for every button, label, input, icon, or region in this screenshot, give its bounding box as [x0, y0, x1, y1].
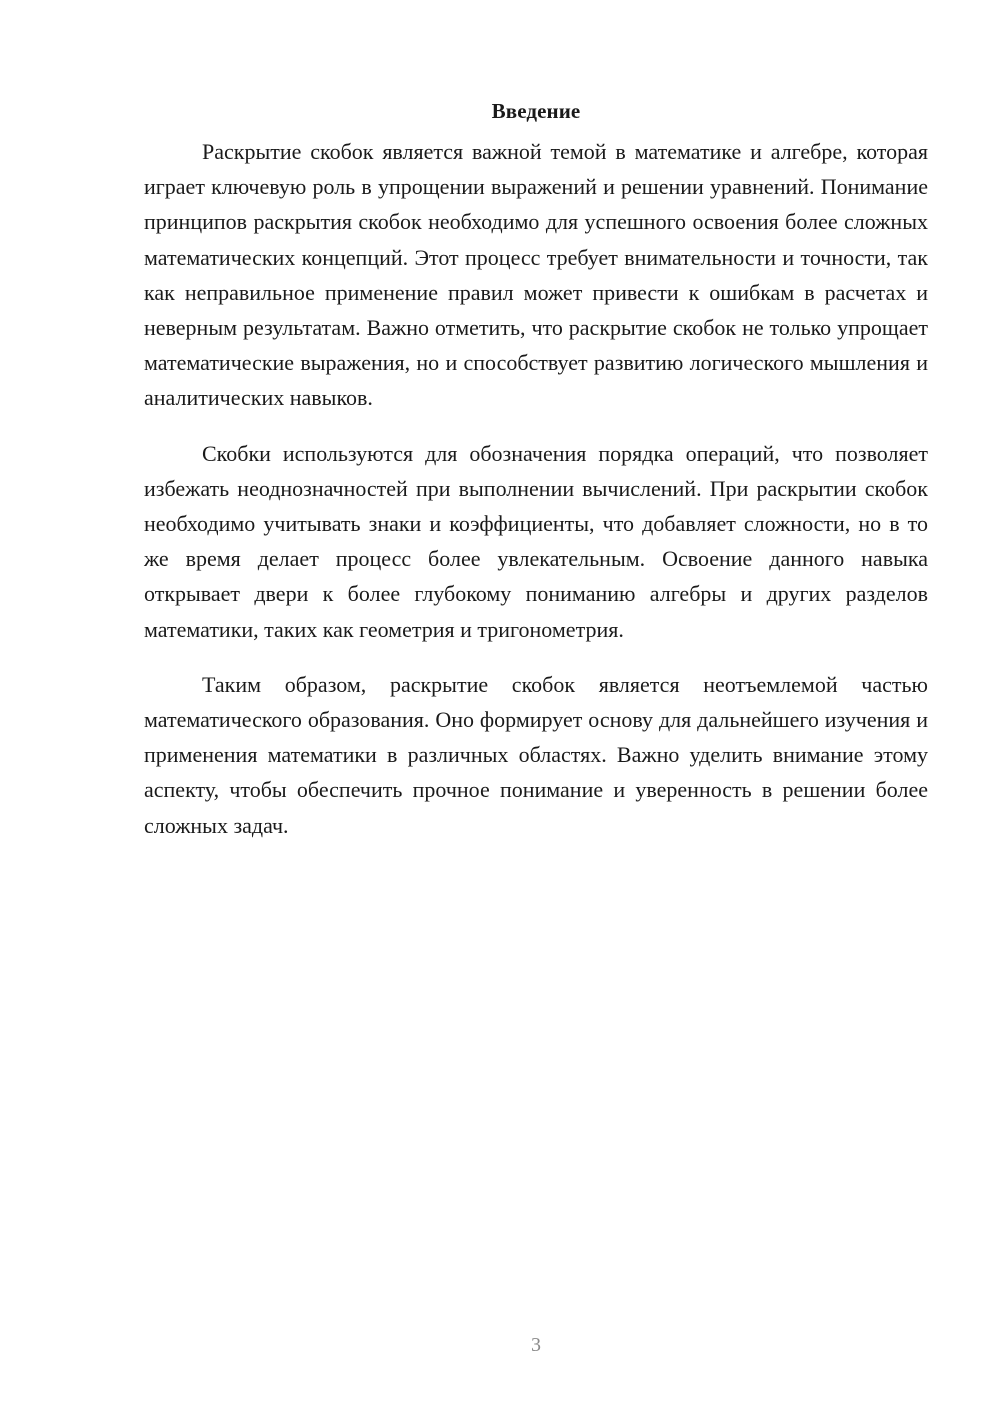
page-content	[144, 96, 928, 863]
paragraph-2: Скобки используются для обозначения порядка операций, что позволяет избежать неоднозначностей при выполнении вычислений. При раскрытии скобок необходимо учитывать знаки и коэффициенты, что добавляет сложности, но в то же время делает процесс более увлекательным. Освоение данного навыка открывает двери к более глубокому пониманию алгебры и других разделов математики, таких как геометрия и тригонометрия.	[144, 440, 928, 642]
section-heading: Введение	[491, 99, 581, 123]
page-number: 3	[531, 1334, 541, 1356]
paragraph-3: Таким образом, раскрытие скобок является неотъемлемой частью математического образования. Оно формирует основу для дальнейшего изучения и применения математики в различных областях. Важно уделить внимание этому аспекту, чтобы обеспечить прочное понимание и уверенность в решении более сложных задач.	[144, 671, 928, 838]
paragraph-1: Раскрытие скобок является важной темой в математике и алгебре, которая играет ключевую роль в упрощении выражений и решении уравнений. Понимание принципов раскрытия скобок необходимо для успешного освоения более сложных математических концепций. Этот процесс требует внимательности и точности, так как неправильное применение правил может привести к ошибкам в расчетах и неверным результатам. Важно отметить, что раскрытие скобок не только упрощает математические выражения, но и способствует развитию логического мышления и аналитических навыков.	[144, 139, 928, 411]
